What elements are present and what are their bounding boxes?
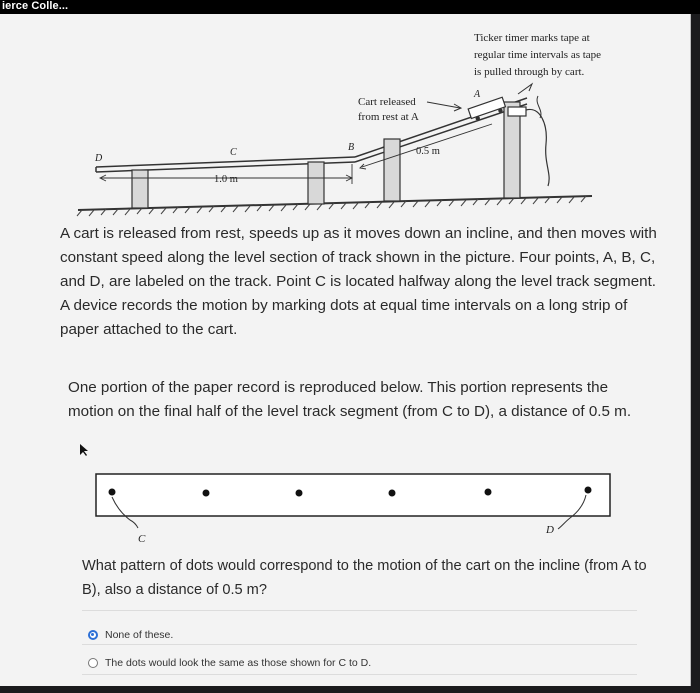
tape-strip [96,474,610,516]
option-label: None of these. [105,629,174,641]
bottom-edge [0,686,700,693]
level-distance-label: 1.0 m [214,174,238,185]
divider [82,674,637,675]
tape-dot [296,490,303,497]
point-d-label: D [95,153,103,164]
point-a-label: A [474,89,481,100]
tape-dot [203,490,210,497]
tape-label-c: C [138,533,146,545]
ticker-caption-line-1: Ticker timer marks tape at [474,32,590,44]
option-label: The dots would look the same as those shown for C to D. [105,657,372,669]
question-page [0,14,691,686]
tape-label-d: D [546,524,554,536]
ticker-caption-line-3: is pulled through by cart. [474,66,585,78]
release-caption-line-1: Cart released [358,96,416,108]
question-paragraph: What pattern of dots would correspond to the motion of the cart on the incline (from A to B), also a distance of 0.5 m? [82,558,647,598]
tape-dot [109,489,116,496]
intro-paragraph: A cart is released from rest, speeds up as it moves down an incline, and then moves with constant speed along the level section of track shown in the picture. Four points, A, B, C, and D, are labeled on the track. Point C is located halfway along the level track segment. A device records the motion by marking dots at equal time intervals on a long strip of paper attached to the cart. [60,225,657,338]
release-caption-line-2: from rest at A [358,111,419,123]
tape-record [0,14,690,554]
tape-dot [485,489,492,496]
point-c-label: C [230,147,237,158]
window-title: ierce Colle... [2,0,69,12]
option-none-of-these[interactable] [88,629,173,641]
incline-distance-label: 0.5 m [416,146,440,157]
ticker-caption-line-2: regular time intervals as tape [474,49,602,61]
top-bar [0,0,700,14]
radio-selected-icon[interactable] [88,630,98,640]
radio-unselected-icon[interactable] [88,658,98,668]
divider [82,610,637,611]
portion-paragraph: One portion of the paper record is reproduced below. This portion represents the motion on the final half of the level track segment (from C to D), a distance of 0.5 m. [68,379,632,420]
tape-dot [389,490,396,497]
divider [82,644,637,645]
option-same-as-c-to-d[interactable] [88,657,371,669]
point-b-label: B [348,142,355,153]
tape-dot [585,487,592,494]
